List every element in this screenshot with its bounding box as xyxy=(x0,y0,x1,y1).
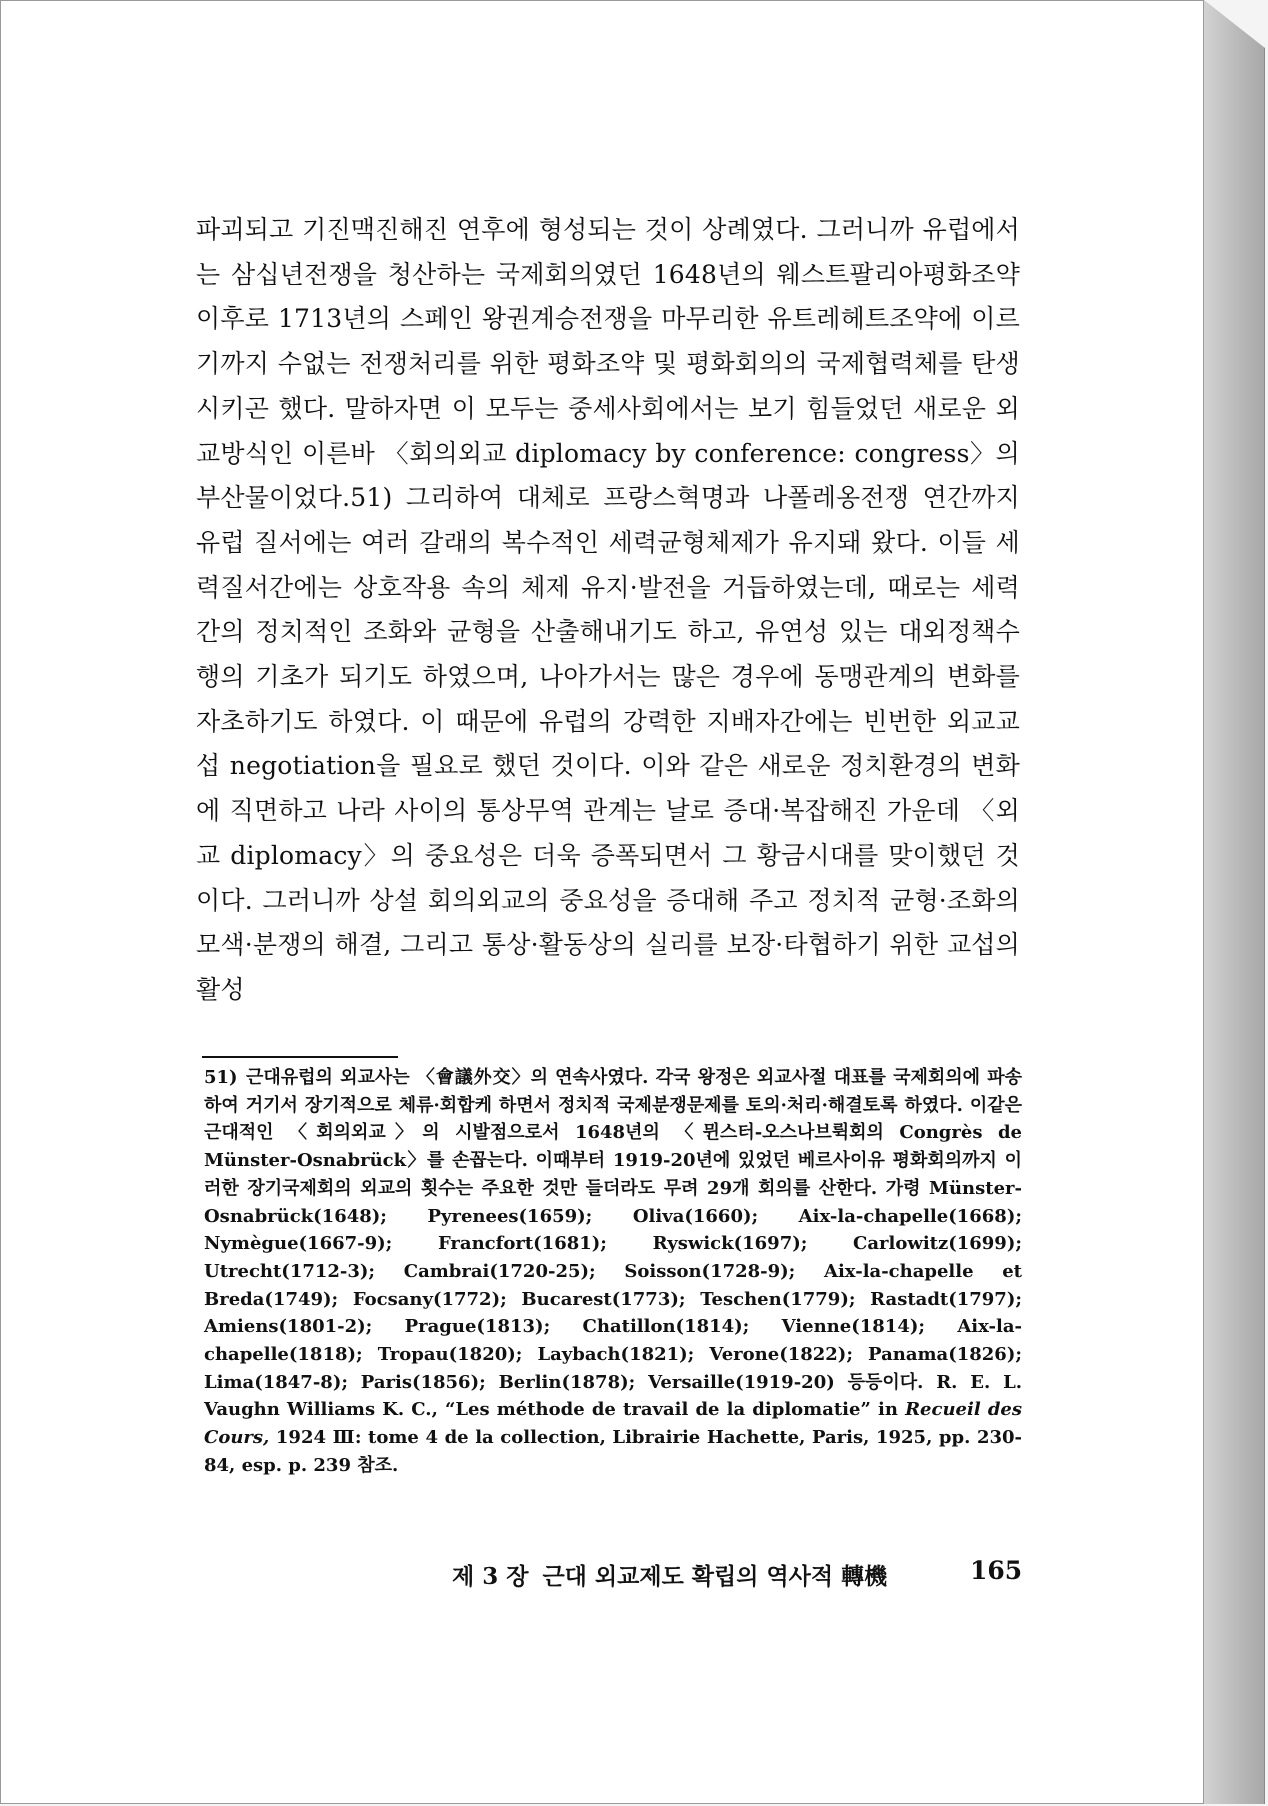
footer-chapter-title: 근대 외교제도 확립의 역사적 轉機 xyxy=(542,1563,888,1590)
page-stack-edge xyxy=(1204,0,1265,1804)
footnote-journal-title: Recueil des Cours, xyxy=(204,1399,1022,1449)
footnote-text: 근대유럽의 외교사는 〈會議外交〉의 연속사였다. 각국 왕정은 외교사절 대표를 국제회의에 파송하여 거기서 장기적으로 체류·회합케 하면서 정치적 국제분쟁문제를 토의·처리·해결토록 하였다. 이같은 근대적인 〈회의외교〉의 시발점으로서 1648년의 〈뮌스터-오스나브뤽회의 Congrès de Münster-Osnabrück〉를 손꼽는다. 이때부터 1919-20년에 있었던 베르사이유 평화회의까지 이러한 장기국제회의 외교의 횟수는 주요한 것만 들더라도 무려 29개 회의를 산한다. 가령 Münster-Osnabrück(1648); Pyrenees(1659); Oliva(1660); Aix-la-chapelle(1668); Nymègue(1667-9); Francfort(1681); Ryswick(1697); Carlowitz(1699); Utrecht(1712-3); Cambrai(1720-25); Soisson(1728-9); Aix-la-chapelle et Breda(1749); Focsany(1772); Bucarest(1773); Teschen(1779); Rastadt(1797); Amiens(1801-2); Prague(1813); Chatillon(1814); Vienne(1814); Aix-la-chapelle(1818); Tropau(1820); Laybach(1821); Verone(1822); Panama(1826); Lima(1847-8); Paris(1856); Berlin(1878); Versaille(1919-20) 등등이다. R. E. L. Vaughn Williams K. C., “Les méthode de travail de la diplomatie” in xyxy=(204,1067,1022,1421)
footnote-51 xyxy=(204,1064,1022,1480)
footnote-separator xyxy=(202,1056,398,1058)
page-number: 165 xyxy=(970,1556,1023,1585)
footnote-text-after: 1924 Ⅲ: tome 4 de la collection, Librairie Hachette, Paris, 1925, pp. 230-84, esp. p. 239 참조. xyxy=(204,1427,1022,1476)
footnote-number: 51) xyxy=(204,1067,238,1088)
body-paragraph: 파괴되고 기진맥진해진 연후에 형성되는 것이 상례였다. 그러니까 유럽에서는 삼십년전쟁을 청산하는 국제회의였던 1648년의 웨스트팔리아평화조약 이후로 1713년의 스페인 왕권계승전쟁을 마무리한 유트레헤트조약에 이르기까지 수없는 전쟁처리를 위한 평화조약 및 평화회의의 국제협력체를 탄생시키곤 했다. 말하자면 이 모두는 중세사회에서는 보기 힘들었던 새로운 외교방식인 이른바 〈회의외교 diplomacy by conference: congress〉의 부산물이었다.51) 그리하여 대체로 프랑스혁명과 나폴레옹전쟁 연간까지 유럽 질서에는 여러 갈래의 복수적인 세력균형체제가 유지돼 왔다. 이들 세력질서간에는 상호작용 속의 체제 유지·발전을 거듭하였는데, 때로는 세력간의 정치적인 조화와 균형을 산출해내기도 하고, 유연성 있는 대외정책수행의 기초가 되기도 하였으며, 나아가서는 많은 경우에 동맹관계의 변화를 자초하기도 하였다. 이 때문에 유럽의 강력한 지배자간에는 빈번한 외교교섭 negotiation을 필요로 했던 것이다. 이와 같은 새로운 정치환경의 변화에 직면하고 나라 사이의 통상무역 관계는 날로 증대·복잡해진 가운데 〈외교 diplomacy〉의 중요성은 더욱 증폭되면서 그 황금시대를 맞이했던 것이다. 그러니까 상설 회의외교의 중요성을 증대해 주고 정치적 균형·조화의 모색·분쟁의 해결, 그리고 통상·활동상의 실리를 보장·타협하기 위한 교섭의 활성 xyxy=(196,215,1020,1004)
footer-chapter: 제 3 장 xyxy=(452,1563,529,1590)
running-footer xyxy=(452,1558,901,1591)
